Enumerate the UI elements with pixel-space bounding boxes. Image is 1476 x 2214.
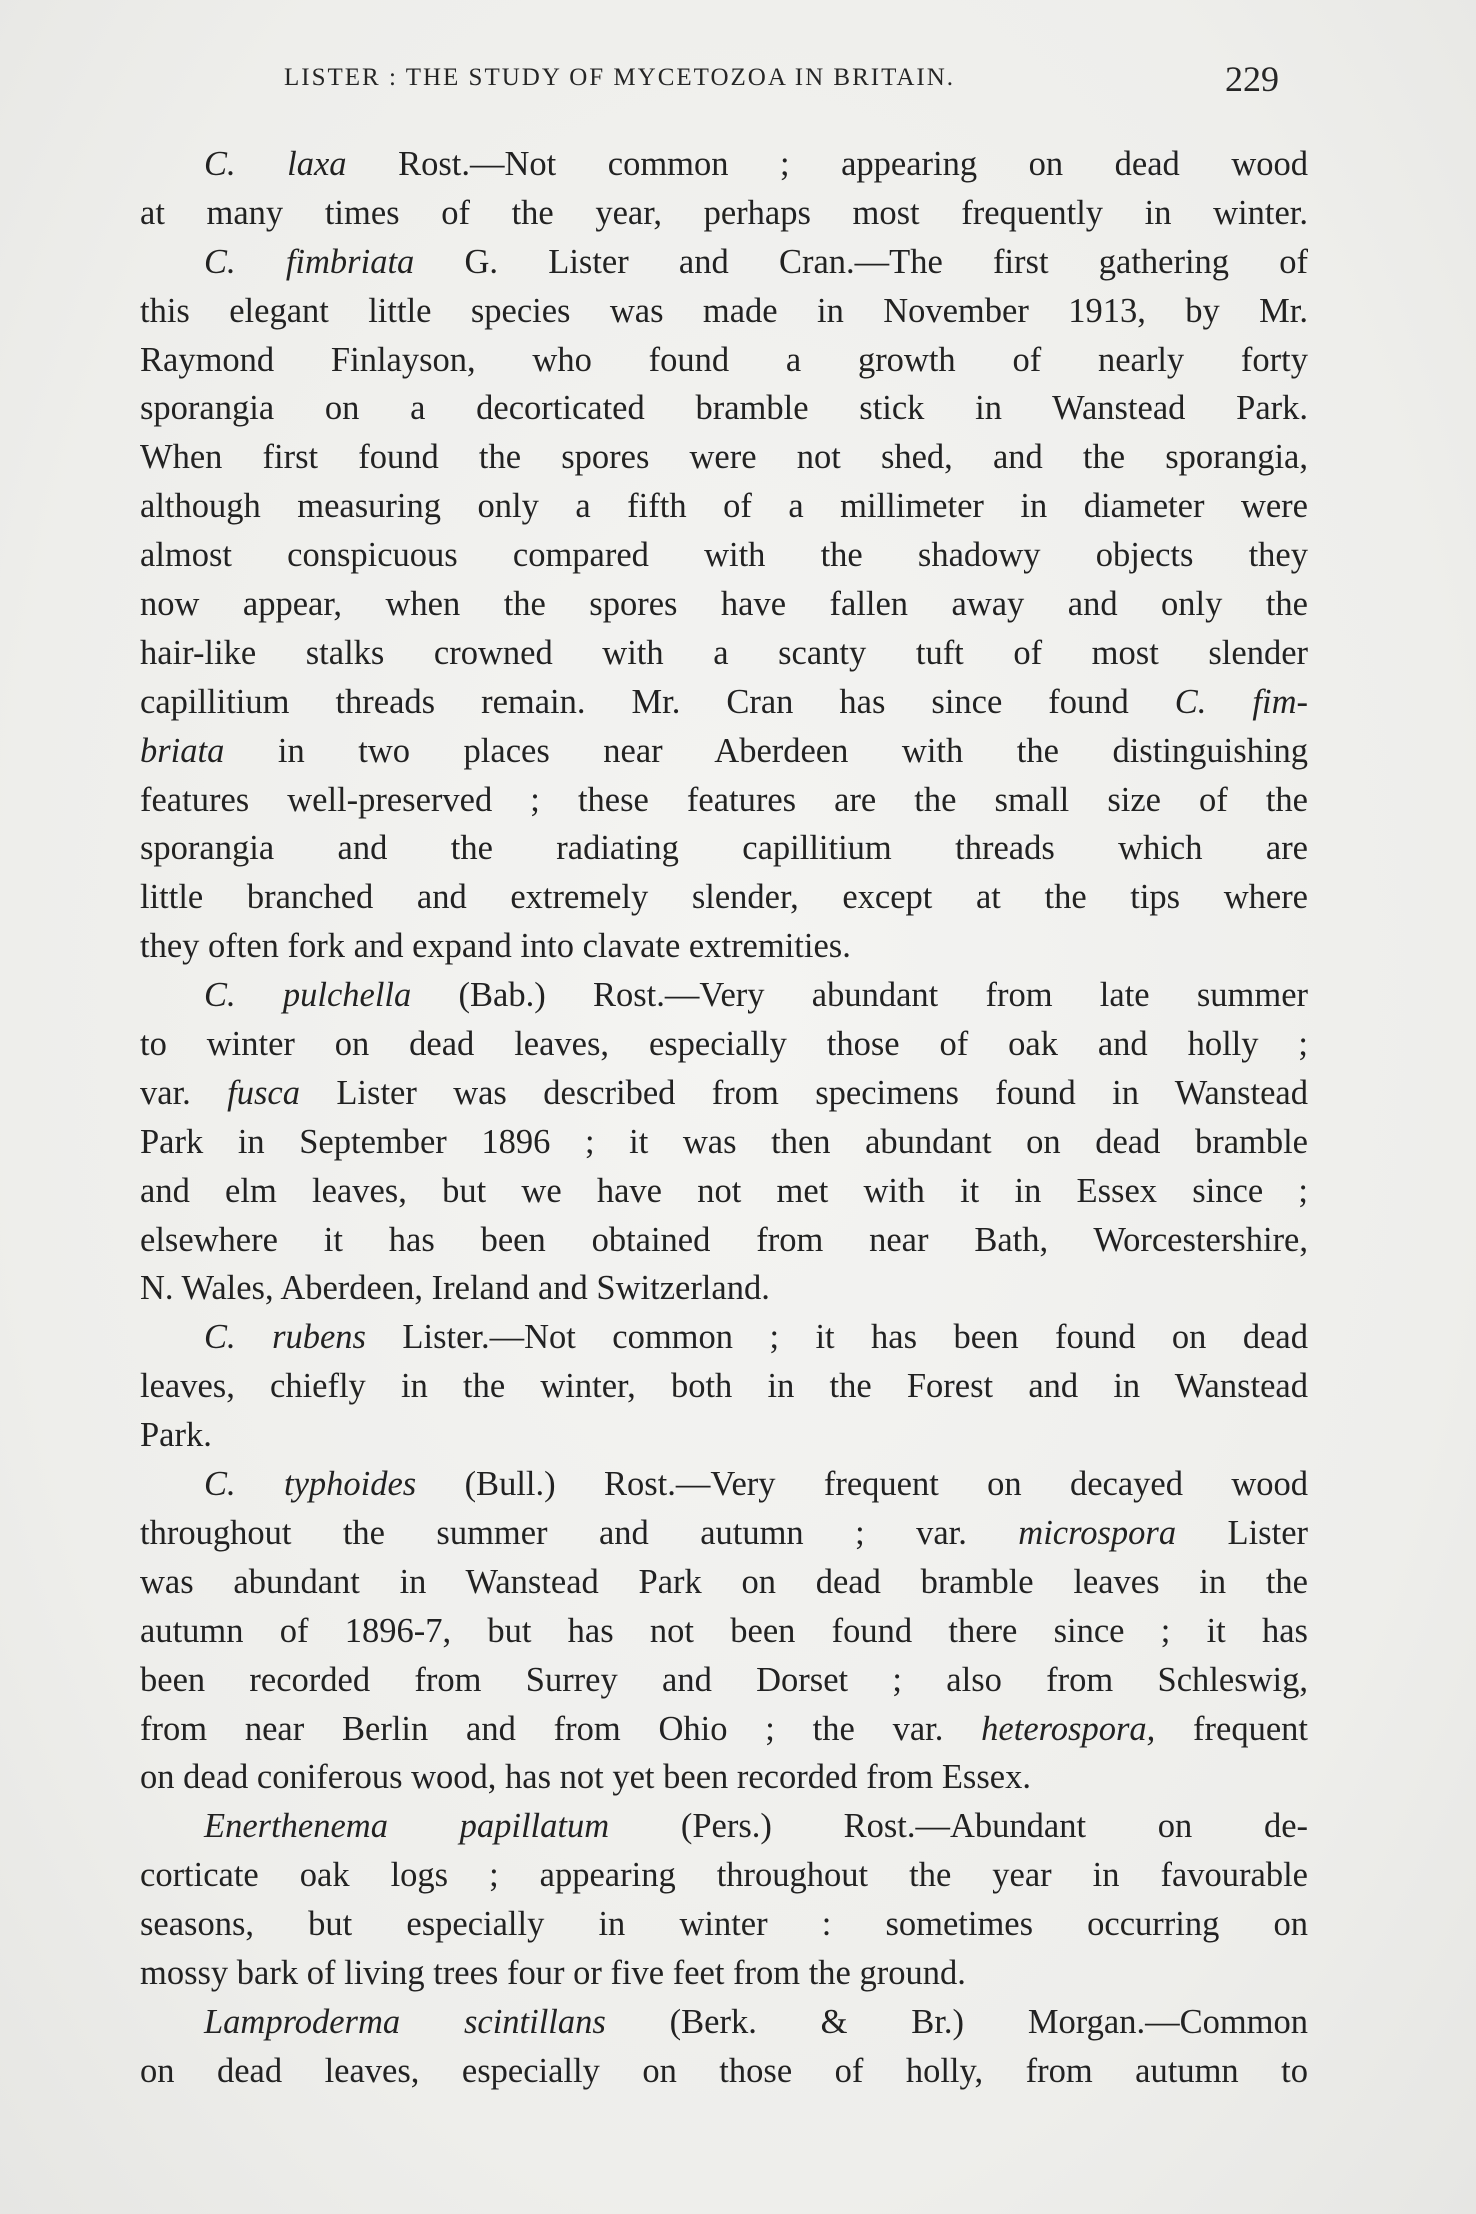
text-run: been recorded from Surrey and Dorset ; also from Schleswig, [140,1660,1308,1699]
text-run: this elegant little species was made in November 1913, by Mr. [140,291,1308,330]
text-line [140,1851,1308,1900]
text-run: was abundant in Wanstead Park on dead bramble leaves in the [140,1562,1308,1601]
text-line [140,287,1308,336]
italic-term: C. typhoides [204,1465,417,1504]
text-line [140,1313,1308,1362]
text-line [140,1411,1308,1460]
text-line [140,238,1308,287]
text-line [140,1167,1308,1216]
text-run: Lister.—Not common ; it has been found on dead [365,1318,1308,1357]
italic-term: Enerthenema papillatum [204,1807,610,1846]
text-line [140,727,1308,776]
text-line [140,580,1308,629]
text-run: var. [140,1073,228,1112]
italic-term: C. rubens [204,1318,366,1357]
body-text [140,140,1308,2096]
text-line [140,1020,1308,1069]
text-line [140,824,1308,873]
text-line [140,678,1308,727]
text-run: corticate oak logs ; appearing throughout the year in favourable [140,1856,1308,1895]
text-run: (Berk. & Br.) Morgan.—Common [605,2002,1308,2041]
page-number: 229 [1225,59,1279,99]
text-line [140,1460,1308,1509]
text-run: elsewhere it has been obtained from near Bath, Worcestershire, [140,1220,1308,1259]
text-run: little branched and extremely slender, except at the tips where [140,878,1308,917]
text-run: and elm leaves, but we have not met with it in Essex since ; [140,1171,1308,1210]
text-run: at many times of the year, perhaps most frequently in winter. [140,193,1308,232]
text-run: Lister was described from specimens found in Wanstead [299,1073,1308,1112]
text-run: they often fork and expand into clavate extremities. [140,927,851,966]
text-run: G. Lister and Cran.—The first gathering of [414,242,1308,281]
text-run: N. Wales, Aberdeen, Ireland and Switzerland. [140,1269,770,1308]
text-line [140,1069,1308,1118]
text-line [140,873,1308,922]
text-line [140,629,1308,678]
italic-term: Lamproderma scintillans [204,2002,606,2041]
text-run: Lister [1176,1513,1308,1552]
text-run: sporangia and the radiating capillitium threads which are [140,829,1308,868]
text-run: to winter on dead leaves, especially those of oak and holly ; [140,1025,1308,1064]
text-run: almost conspicuous compared with the shadowy objects they [140,536,1308,575]
italic-term: microspora [1018,1513,1177,1552]
text-run: (Bab.) Rost.—Very abundant from late summer [411,976,1308,1015]
text-run: Park. [140,1416,212,1455]
text-line [140,1216,1308,1265]
text-run: Rost.—Not common ; appearing on dead wood [346,145,1308,183]
text-line [140,1558,1308,1607]
text-line [140,1509,1308,1558]
text-run: Park in September 1896 ; it was then abundant on dead bramble [140,1122,1308,1161]
text-line [140,1900,1308,1949]
text-line [140,1753,1308,1802]
text-run: autumn of 1896-7, but has not been found there since ; it has [140,1611,1308,1650]
text-run: features well-preserved ; these features are the small size of the [140,780,1308,819]
italic-term: fusca [227,1073,300,1112]
text-run: (Bull.) Rost.—Very frequent on decayed wood [416,1465,1308,1504]
text-line [140,1705,1308,1754]
text-line [140,482,1308,531]
text-run: frequent [1155,1709,1308,1748]
text-line [140,140,1308,189]
text-run: hair-like stalks crowned with a scanty tuft of most slender [140,633,1308,672]
italic-term: briata [140,731,225,770]
text-run: on dead coniferous wood, has not yet been recorded from Essex. [140,1758,1031,1797]
text-line [140,1949,1308,1998]
italic-term: C. fimbriata [204,242,415,281]
text-line [140,433,1308,482]
text-line [140,2047,1308,2096]
text-line [140,922,1308,971]
text-run: Raymond Finlayson, who found a growth of nearly forty [140,340,1308,379]
text-run: sporangia on a decorticated bramble stick in Wanstead Park. [140,389,1308,428]
running-title: LISTER : THE STUDY OF MYCETOZOA IN BRITAIN. [284,64,956,91]
italic-term: C. pulchella [204,976,412,1015]
text-line [140,1802,1308,1851]
text-line [140,336,1308,385]
text-line [140,1118,1308,1167]
text-line [140,531,1308,580]
text-run: although measuring only a fifth of a millimeter in diameter were [140,487,1308,526]
text-line [140,189,1308,238]
text-line [140,971,1308,1020]
text-line [140,776,1308,825]
text-run: mossy bark of living trees four or five feet from the ground. [140,1953,966,1992]
text-run: throughout the summer and autumn ; var. [140,1513,1019,1552]
italic-term: C. laxa [204,145,347,183]
text-line [140,384,1308,433]
text-run: seasons, but especially in winter : sometimes occurring on [140,1905,1308,1944]
text-line [140,1264,1308,1313]
text-run: in two places near Aberdeen with the distinguishing [224,731,1308,770]
text-run: from near Berlin and from Ohio ; the var. [140,1709,982,1748]
text-line [140,1998,1308,2047]
text-line [140,1607,1308,1656]
text-run: on dead leaves, especially on those of holly, from autumn to [140,2051,1308,2090]
text-line [140,1362,1308,1411]
text-run: now appear, when the spores have fallen away and only the [140,585,1308,624]
text-run: capillitium threads remain. Mr. Cran has since found [140,682,1175,721]
text-run: leaves, chiefly in the winter, both in the Forest and in Wanstead [140,1367,1308,1406]
italic-term: heterospora, [981,1709,1156,1748]
italic-term: C. fim- [1174,682,1308,721]
text-run: (Pers.) Rost.—Abundant on de- [609,1807,1308,1846]
text-run: When first found the spores were not shed, and the sporangia, [140,438,1308,477]
text-line [140,1656,1308,1705]
